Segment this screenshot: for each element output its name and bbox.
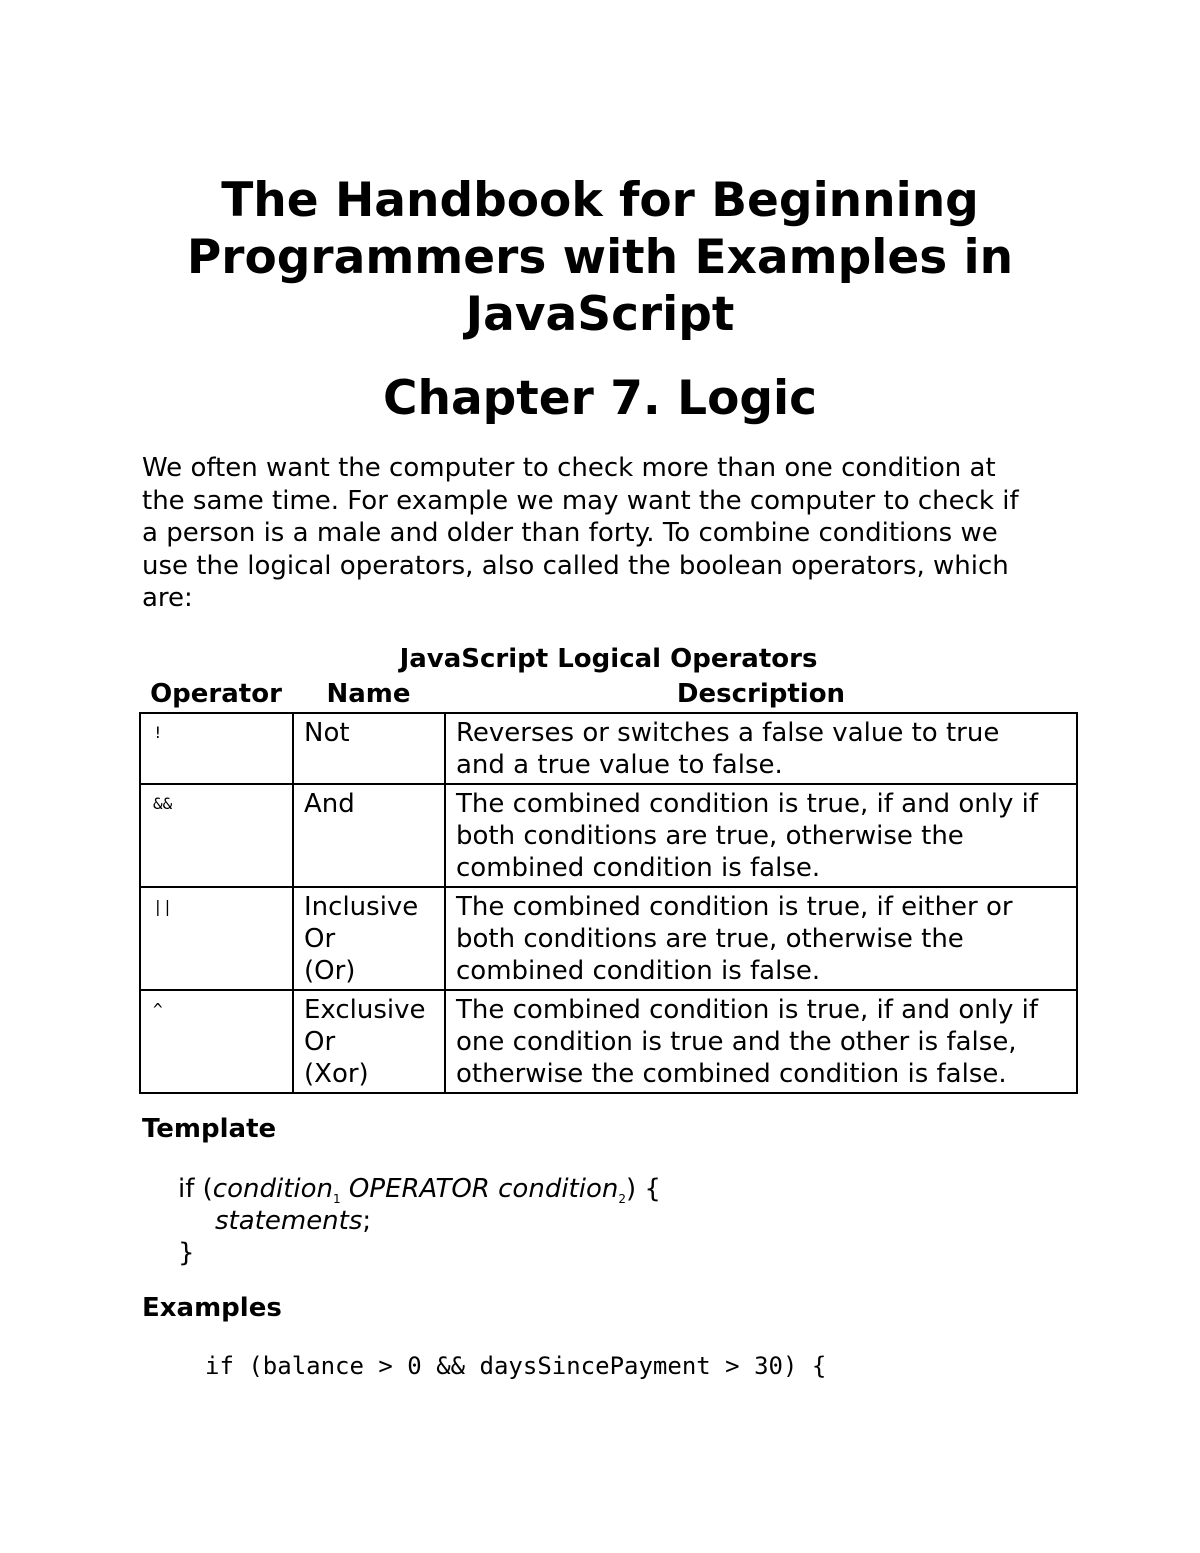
template-heading: Template bbox=[142, 1114, 277, 1144]
template-subscript-1: 1 bbox=[333, 1192, 341, 1207]
description-line: and a true value to false. bbox=[456, 750, 783, 780]
intro-line: use the logical operators, also called the boolean operators, which bbox=[142, 550, 1009, 581]
template-open-brace: ) { bbox=[626, 1174, 661, 1204]
intro-line: the same time. For example we may want the computer to check if bbox=[142, 485, 1019, 516]
intro-line: are: bbox=[142, 583, 193, 613]
column-header-name: Name bbox=[326, 679, 411, 709]
description-line: both conditions are true, otherwise the bbox=[456, 821, 964, 851]
intro-paragraph bbox=[142, 452, 1072, 615]
template-condition-1: condition bbox=[212, 1174, 334, 1204]
name-cell bbox=[293, 887, 445, 990]
description-line: Reverses or switches a false value to true bbox=[456, 718, 1000, 748]
description-cell bbox=[445, 990, 1077, 1093]
table-caption: JavaScript Logical Operators bbox=[399, 644, 818, 674]
intro-line: We often want the computer to check more than one condition at bbox=[142, 453, 996, 483]
template-subscript-2: 2 bbox=[618, 1192, 626, 1207]
table-row bbox=[140, 887, 1077, 990]
template-close-brace: } bbox=[178, 1238, 195, 1268]
name-cell bbox=[293, 713, 445, 784]
example-code-line: if (balance > 0 && daysSincePayment > 30) { bbox=[205, 1352, 827, 1380]
table-row bbox=[140, 990, 1077, 1093]
operator-cell: ^ bbox=[140, 990, 293, 1093]
name-line: And bbox=[304, 789, 355, 819]
template-semicolon: ; bbox=[362, 1206, 372, 1236]
description-line: The combined condition is true, if and only if bbox=[456, 995, 1038, 1025]
template-operator: OPERATOR bbox=[340, 1174, 499, 1204]
description-line: combined condition is false. bbox=[456, 853, 821, 883]
description-line: The combined condition is true, if and only if bbox=[456, 789, 1038, 819]
name-line: (Xor) bbox=[304, 1059, 369, 1089]
name-line: Or bbox=[304, 1027, 336, 1057]
template-if-keyword: if ( bbox=[178, 1174, 213, 1204]
description-line: The combined condition is true, if either or bbox=[456, 892, 1013, 922]
operator-cell: ! bbox=[140, 713, 293, 784]
intro-line: a person is a male and older than forty. To combine conditions we bbox=[142, 518, 998, 548]
description-cell bbox=[445, 713, 1077, 784]
description-line: one condition is true and the other is false, bbox=[456, 1027, 1017, 1057]
name-line: Exclusive bbox=[304, 995, 426, 1025]
column-header-description: Description bbox=[676, 679, 846, 709]
operator-cell: && bbox=[140, 784, 293, 887]
title-line-3: JavaScript bbox=[465, 287, 735, 342]
template-line-statements bbox=[178, 1205, 661, 1237]
template-line-if bbox=[178, 1173, 661, 1205]
examples-heading: Examples bbox=[142, 1293, 282, 1323]
name-line: Or bbox=[304, 924, 336, 954]
name-line: (Or) bbox=[304, 956, 356, 986]
column-header-operator: Operator bbox=[150, 679, 282, 709]
description-cell bbox=[445, 784, 1077, 887]
operator-cell: || bbox=[140, 887, 293, 990]
title-line-2: Programmers with Examples in bbox=[186, 230, 1014, 285]
description-cell bbox=[445, 887, 1077, 990]
description-line: otherwise the combined condition is false. bbox=[456, 1059, 1007, 1089]
document-title bbox=[100, 172, 1100, 343]
chapter-title: Chapter 7. Logic bbox=[383, 371, 817, 426]
logical-operators-table bbox=[139, 712, 1078, 1094]
template-code bbox=[178, 1173, 661, 1269]
name-line: Not bbox=[304, 718, 350, 748]
description-line: combined condition is false. bbox=[456, 956, 821, 986]
name-cell bbox=[293, 784, 445, 887]
table-row bbox=[140, 713, 1077, 784]
template-condition-2: condition bbox=[498, 1174, 619, 1204]
name-line: Inclusive bbox=[304, 892, 419, 922]
name-cell bbox=[293, 990, 445, 1093]
template-statements: statements bbox=[215, 1206, 363, 1236]
table-row bbox=[140, 784, 1077, 887]
title-line-1: The Handbook for Beginning bbox=[221, 173, 979, 228]
description-line: both conditions are true, otherwise the bbox=[456, 924, 964, 954]
